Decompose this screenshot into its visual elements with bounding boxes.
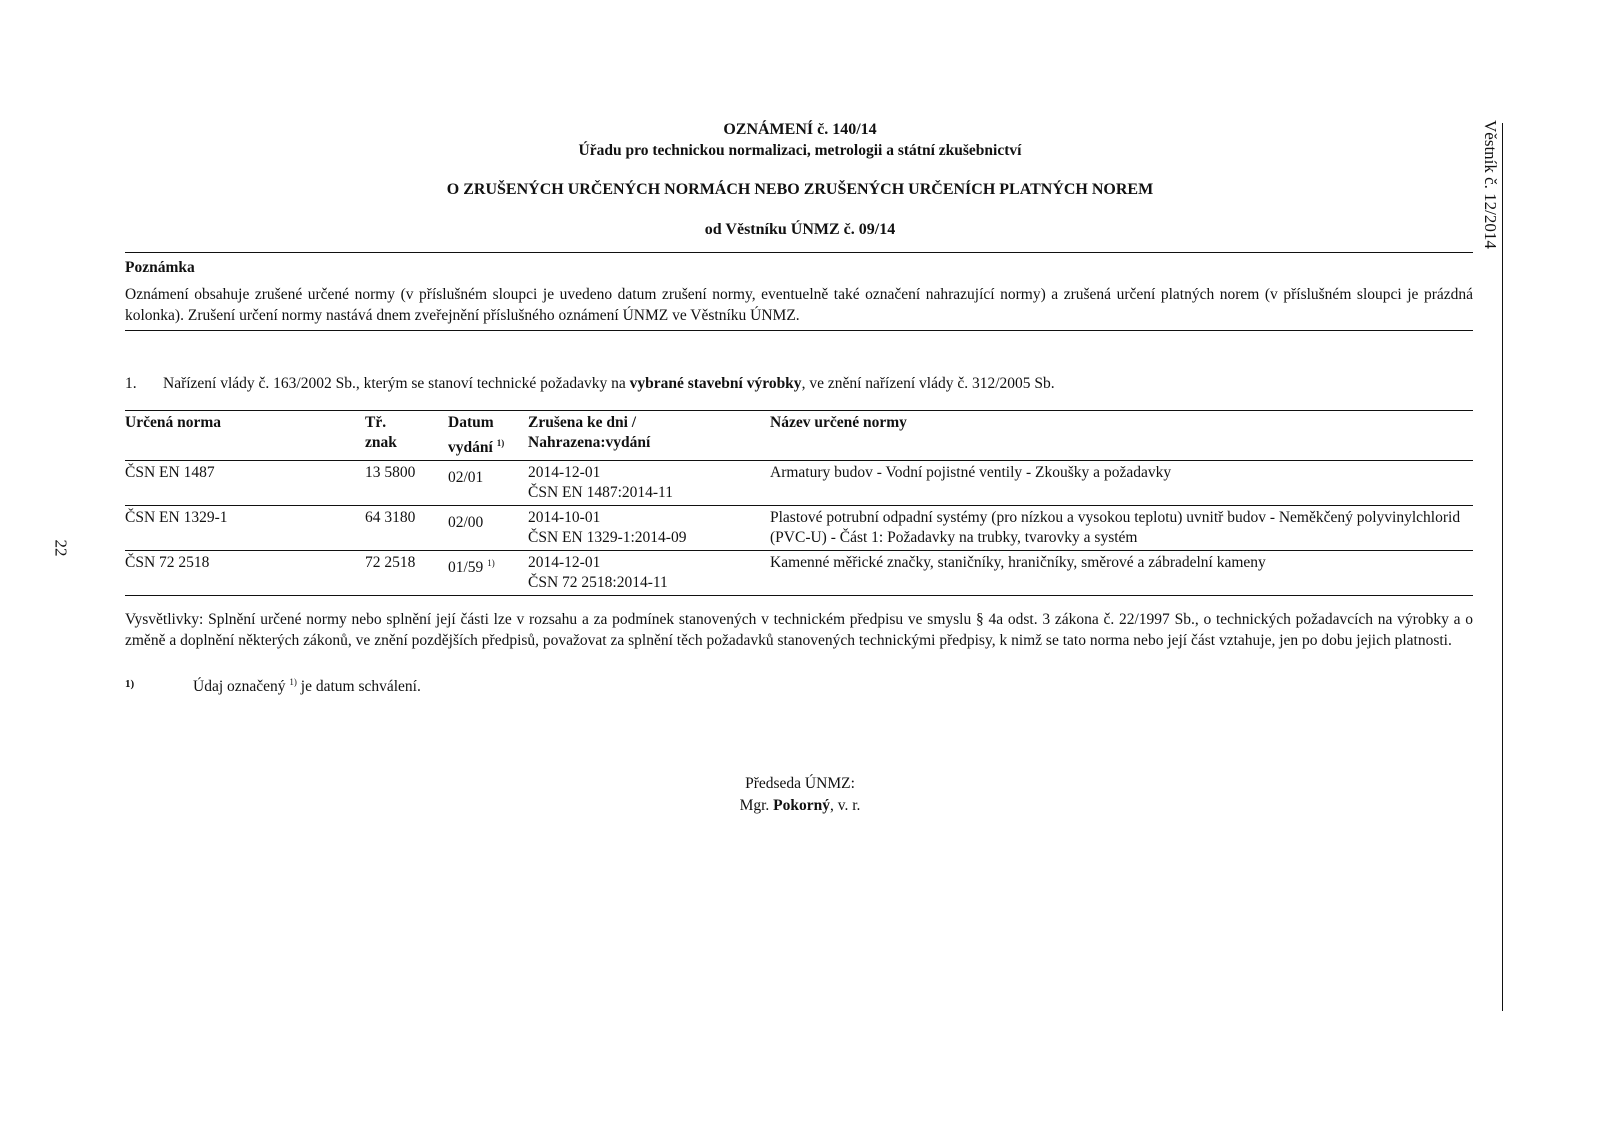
notice-title: OZNÁMENÍ č. 140/14	[723, 121, 877, 138]
cell-cancel: 2014-12-01 ČSN 72 2518:2014-11	[528, 554, 668, 591]
header-cancel: Zrušena ke dni / Nahrazena:vydání	[528, 414, 651, 451]
divider-top	[125, 252, 1473, 253]
cell-name: Plastové potrubní odpadní systémy (pro nízkou a vysokou teplotu) uvnitř budov - Neměkčený polyvinylchlorid (PVC-U) - Část 1: Požadavky na trubky, tvarovky a systém	[770, 509, 1461, 546]
law-text-after: , ve znění nařízení vlády č. 312/2005 Sb.	[801, 375, 1055, 392]
cell-name: Kamenné měřické značky, staničníky, hraničníky, směrové a zábradelní kameny	[770, 554, 1266, 571]
law-text-bold: vybrané stavební výrobky	[629, 375, 802, 392]
journal-issue-label: Věstník č. 12/2014	[1481, 120, 1500, 249]
law-text-before: Nařízení vlády č. 163/2002 Sb., kterým se stanoví technické požadavky na	[163, 375, 630, 392]
header-class: Tř. znak	[365, 414, 397, 451]
signature-role: Předseda ÚNMZ:	[745, 775, 855, 792]
divider-note-bottom	[125, 330, 1473, 331]
explanation-text: Vysvětlivky: Splnění určené normy nebo splnění její části lze v rozsahu a za podmínek stanovených v technickém předpisu ve smyslu § 4a odst. 3 zákona č. 22/1997 Sb., o technických požadavcích na výrobky a o změně a doplnění některých zákonů, ve znění pozdějších předpisů, považovat za splnění těch požadavků stanovených technickými předpisy, k nimž se tato norma nebo její část vztahuje, jen po dobu jejich platnosti.	[125, 611, 1473, 649]
table-row	[125, 551, 1473, 596]
table-row	[125, 461, 1473, 506]
cell-cancel: 2014-12-01 ČSN EN 1487:2014-11	[528, 464, 673, 501]
cell-date: 02/01	[448, 469, 484, 486]
norms-table	[125, 410, 1473, 596]
cell-norm: ČSN EN 1487	[125, 464, 215, 481]
law-reference	[125, 375, 1473, 393]
cell-date: 01/59 $^{1)}$	[448, 558, 495, 576]
note-title: Poznámka	[125, 259, 195, 276]
notice-subtitle: Úřadu pro technickou normalizaci, metrologii a státní zkušebnictví	[578, 142, 1022, 159]
cell-norm: ČSN EN 1329-1	[125, 509, 228, 526]
header-name: Název určené normy	[770, 414, 907, 431]
footnote-mark: 1)	[125, 678, 135, 690]
cell-class: 13 5800	[365, 464, 416, 481]
header-date: Datum vydání $^{1)}$	[448, 414, 505, 456]
table-header-row	[125, 411, 1473, 461]
cell-name: Armatury budov - Vodní pojistné ventily - Zkoušky a požadavky	[770, 464, 1172, 481]
cell-date: 02/00	[448, 514, 484, 531]
signature-block	[0, 773, 1600, 817]
table-row	[125, 506, 1473, 551]
note-text: Oznámení obsahuje zrušené určené normy (v příslušném sloupci je uvedeno datum zrušení normy, eventuelně také označení nahrazující normy) a zrušená určení platných norem (v příslušném sloupci je prázdná kolonka). Zrušení určení normy nastává dnem zveřejnění příslušného oznámení ÚNMZ ve Věstníku ÚNMZ.	[125, 286, 1473, 324]
signature-name: Mgr. Pokorný, v. r.	[739, 797, 861, 814]
cell-cancel: 2014-10-01 ČSN EN 1329-1:2014-09	[528, 509, 687, 546]
cell-norm: ČSN 72 2518	[125, 554, 210, 571]
notice-heading: O ZRUŠENÝCH URČENÝCH NORMÁCH NEBO ZRUŠENÝCH URČENÍCH PLATNÝCH NOREM	[446, 181, 1154, 198]
header-norm: Určená norma	[125, 414, 221, 431]
footnote: 1) Údaj označený $^{1)}$ je datum schválení.	[125, 672, 1473, 697]
law-number: 1.	[125, 375, 137, 392]
page-number: 22	[51, 539, 71, 557]
side-rule	[1502, 123, 1503, 1011]
cell-class: 64 3180	[365, 509, 416, 526]
notice-since: od Věstníku ÚNMZ č. 09/14	[704, 221, 896, 238]
cell-class: 72 2518	[365, 554, 416, 571]
